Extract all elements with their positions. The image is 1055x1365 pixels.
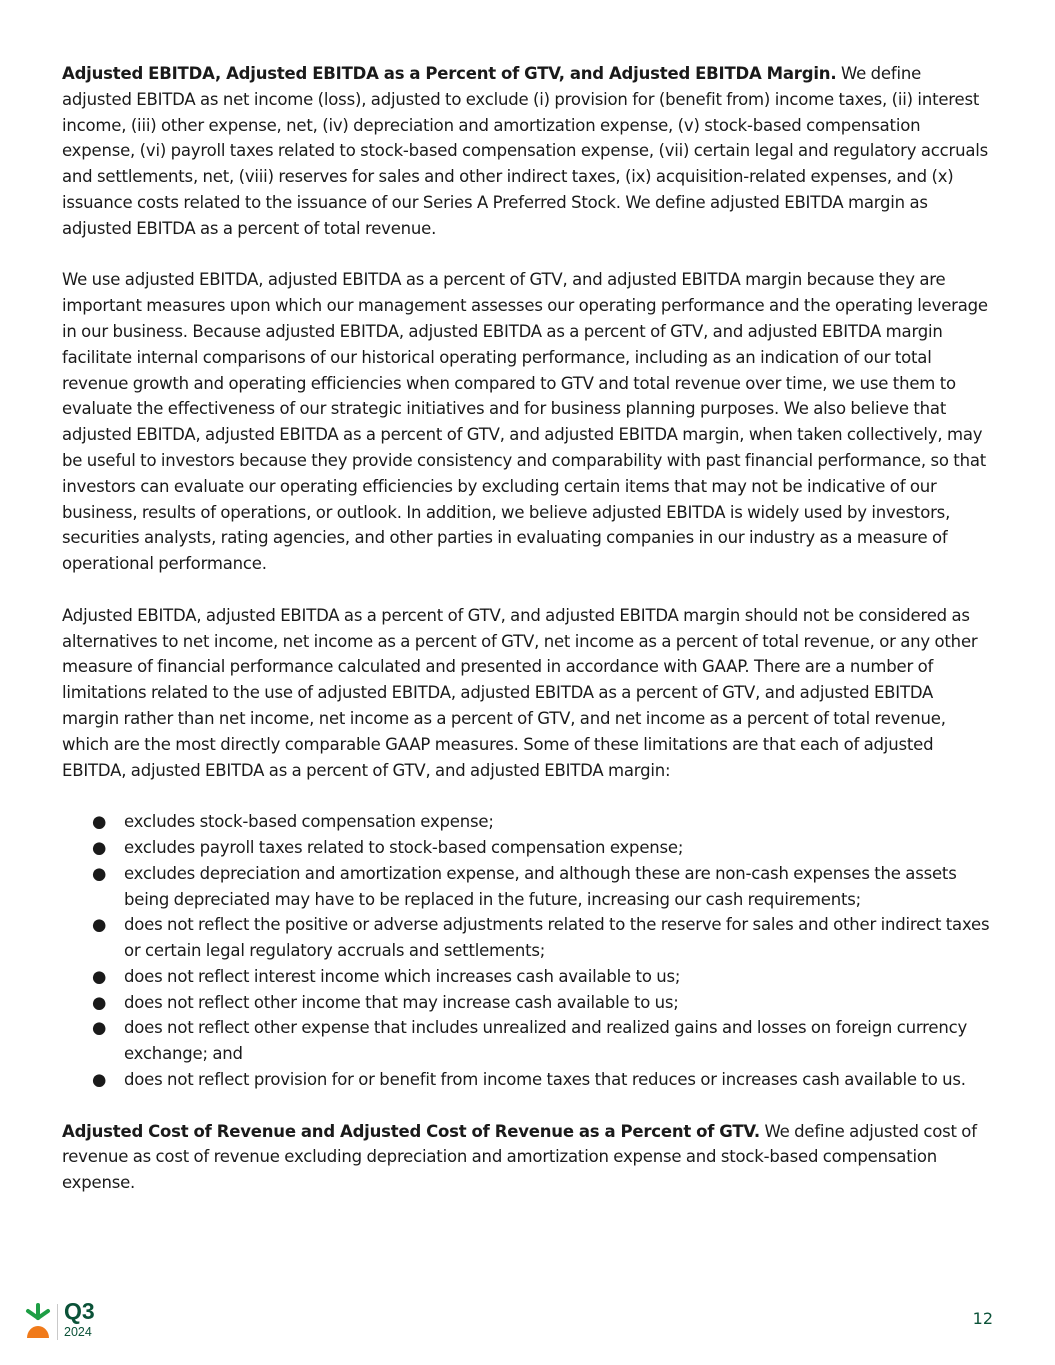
bullet-icon: ● xyxy=(92,837,107,857)
section-heading-adjusted-ebitda: Adjusted EBITDA, Adjusted EBITDA as a Percent of GTV, and Adjusted EBITDA Margin. xyxy=(62,64,837,83)
bullet-icon: ● xyxy=(92,1070,107,1090)
list-item: ● excludes depreciation and amortization expense, and although these are non-cash expenses the assets being depreciated may have to be replaced in the future, increasing our cash requirements; xyxy=(62,861,994,913)
paragraph-text: We define adjusted cost of revenue as cost of revenue excluding depreciation and amortization expense and stock-based compensation expense. xyxy=(62,1121,977,1193)
section-heading-adjusted-cost-of-revenue: Adjusted Cost of Revenue and Adjusted Cost of Revenue as a Percent of GTV. xyxy=(62,1121,760,1141)
bullet-icon: ● xyxy=(92,966,107,986)
document-body xyxy=(62,61,994,1222)
paragraph-text: We define adjusted EBITDA as net income (loss), adjusted to exclude (i) provision for (benefit from) income taxes, (ii) interest income, (iii) other expense, net, (iv) depreciation and amortization expense, (v) stock-based compensation expense, (vi) payroll taxes related to stock-based compensation expense, (vii) certain legal and regulatory accruals and settlements, net, (viii) reserves for sales and other indirect taxes, (ix) acquisition-related expenses, and (x) issuance costs related to the issuance of our Series A Preferred Stock. We define adjusted EBITDA margin as adjusted EBITDA as a percent of total revenue. xyxy=(62,64,989,238)
list-item: ● does not reflect other income that may increase cash available to us; xyxy=(62,990,994,1016)
list-item: ● does not reflect the positive or adverse adjustments related to the reserve for sales and other indirect taxes or certain legal regulatory accruals and settlements; xyxy=(62,912,994,964)
logo-divider xyxy=(57,1304,58,1340)
list-item: ● excludes stock-based compensation expense; xyxy=(62,809,994,835)
bullet-icon: ● xyxy=(92,863,107,883)
list-item: ● does not reflect interest income which increases cash available to us; xyxy=(62,964,994,990)
carrot-icon xyxy=(24,1302,52,1340)
quarter-label: Q3 xyxy=(64,1298,95,1324)
limitations-list xyxy=(62,809,994,1093)
footer-logo xyxy=(24,1298,114,1342)
bullet-icon: ● xyxy=(92,992,107,1012)
page-number: 12 xyxy=(972,1309,993,1328)
bullet-icon: ● xyxy=(92,915,107,935)
paragraph-ebitda-usage: We use adjusted EBITDA, adjusted EBITDA as a percent of GTV, and adjusted EBITDA margin because they are important measures upon which our management assesses our operating performance and the operating leverage in our business. Because adjusted EBITDA, adjusted EBITDA as a percent of GTV, and adjusted EBITDA margin facilitate internal comparisons of our historical operating performance, including as an indication of our total revenue growth and operating efficiencies when compared to GTV and total revenue over time, we use them to evaluate the effectiveness of our strategic initiatives and for business planning purposes. We also believe that adjusted EBITDA, adjusted EBITDA as a percent of GTV, and adjusted EBITDA margin, when taken collectively, may be useful to investors because they provide consistency and comparability with past financial performance, so that investors can evaluate our operating efficiencies by excluding certain items that may not be indicative of our business, results of operations, or outlook. In addition, we believe adjusted EBITDA is widely used by investors, securities analysts, rating agencies, and other parties in evaluating companies in our industry as a measure of operational performance. xyxy=(62,270,988,574)
list-item: ● does not reflect other expense that includes unrealized and realized gains and losses on foreign currency exchange; and xyxy=(62,1015,994,1067)
bullet-icon: ● xyxy=(92,812,107,832)
list-item: ● does not reflect provision for or benefit from income taxes that reduces or increases cash available to us. xyxy=(62,1067,994,1093)
paragraph-adjusted-ebitda-definition xyxy=(62,61,994,242)
bullet-icon: ● xyxy=(92,1018,107,1038)
paragraph-ebitda-limitations: Adjusted EBITDA, adjusted EBITDA as a percent of GTV, and adjusted EBITDA margin should not be considered as alternatives to net income, net income as a percent of GTV, net income as a percent of total revenue, or any other measure of financial performance calculated and presented in accordance with GAAP. There are a number of limitations related to the use of adjusted EBITDA, adjusted EBITDA as a percent of GTV, and adjusted EBITDA margin rather than net income, net income as a percent of GTV, and net income as a percent of total revenue, which are the most directly comparable GAAP measures. Some of these limitations are that each of adjusted EBITDA, adjusted EBITDA as a percent of GTV, and adjusted EBITDA margin: xyxy=(62,605,978,780)
list-item: ● excludes payroll taxes related to stock-based compensation expense; xyxy=(62,835,994,861)
paragraph-adjusted-cost-of-revenue xyxy=(62,1119,994,1196)
year-label: 2024 xyxy=(64,1325,92,1339)
